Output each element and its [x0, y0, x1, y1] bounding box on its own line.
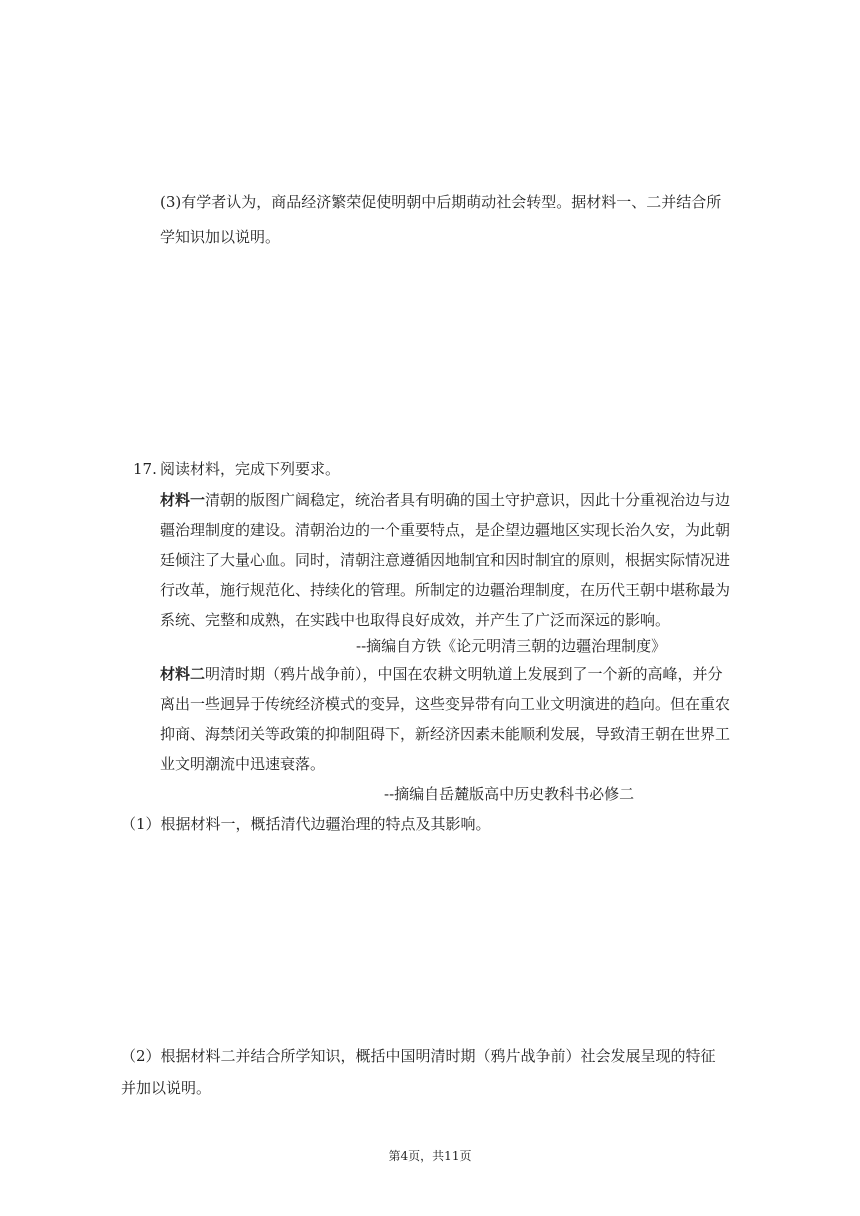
q16-part3-line2: 学知识加以说明。	[160, 228, 281, 246]
material1-line5: 系统、完整和成熟，在实践中也取得良好成效，并产生了广泛而深远的影响。	[160, 611, 671, 629]
material1-source: --摘编自方铁《论元明清三朝的边疆治理制度》	[356, 637, 667, 655]
q17-part2-line1: （2）根据材料二并结合所学知识，概括中国明清时期（鸦片战争前）社会发展呈现的特征	[121, 1047, 716, 1065]
q17-prompt: 阅读材料，完成下列要求。	[160, 460, 341, 478]
material2-line1	[160, 664, 723, 684]
material2-line4: 业文明潮流中迅速衰落。	[160, 755, 326, 773]
q16-part3-line1: (3)有学者认为，商品经济繁荣促使明朝中后期萌动社会转型。据材料一、二并结合所	[160, 193, 722, 211]
material1-line3: 廷倾注了大量心血。同时，清朝注意遵循因地制宜和因时制宜的原则，根据实际情况进	[160, 551, 731, 569]
material1-line4: 行改革，施行规范化、持续化的管理。所制定的边疆治理制度，在历代王朝中堪称最为	[160, 581, 731, 599]
material2-source: --摘编自岳麓版高中历史教科书必修二	[384, 785, 635, 803]
material2-line3: 抑商、海禁闭关等政策的抑制阻碍下，新经济因素未能顺利发展，导致清王朝在世界工	[160, 725, 731, 743]
q17-part2-line2: 并加以说明。	[121, 1079, 212, 1097]
material1-label: 材料一	[160, 491, 206, 509]
material2-text-1: 明清时期（鸦片战争前），中国在农耕文明轨道上发展到了一个新的高峰，并分	[205, 665, 723, 683]
page-number: 第4页，共11页	[388, 1149, 472, 1163]
material1-text-1: 清朝的版图广阔稳定，统治者具有明确的国土守护意识，因此十分重视治边与边	[205, 491, 731, 509]
material1-line1	[160, 490, 730, 510]
material1-line2: 疆治理制度的建设。清朝治边的一个重要特点，是企望边疆地区实现长治久安，为此朝	[160, 521, 731, 539]
q17-number: 17.	[133, 460, 157, 478]
q17-part1: （1）根据材料一，概括清代边疆治理的特点及其影响。	[121, 815, 491, 833]
material2-line2: 离出一些迥异于传统经济模式的变异，这些变异带有向工业文明演进的趋向。但在重农	[160, 695, 731, 713]
material2-label: 材料二	[160, 665, 206, 683]
